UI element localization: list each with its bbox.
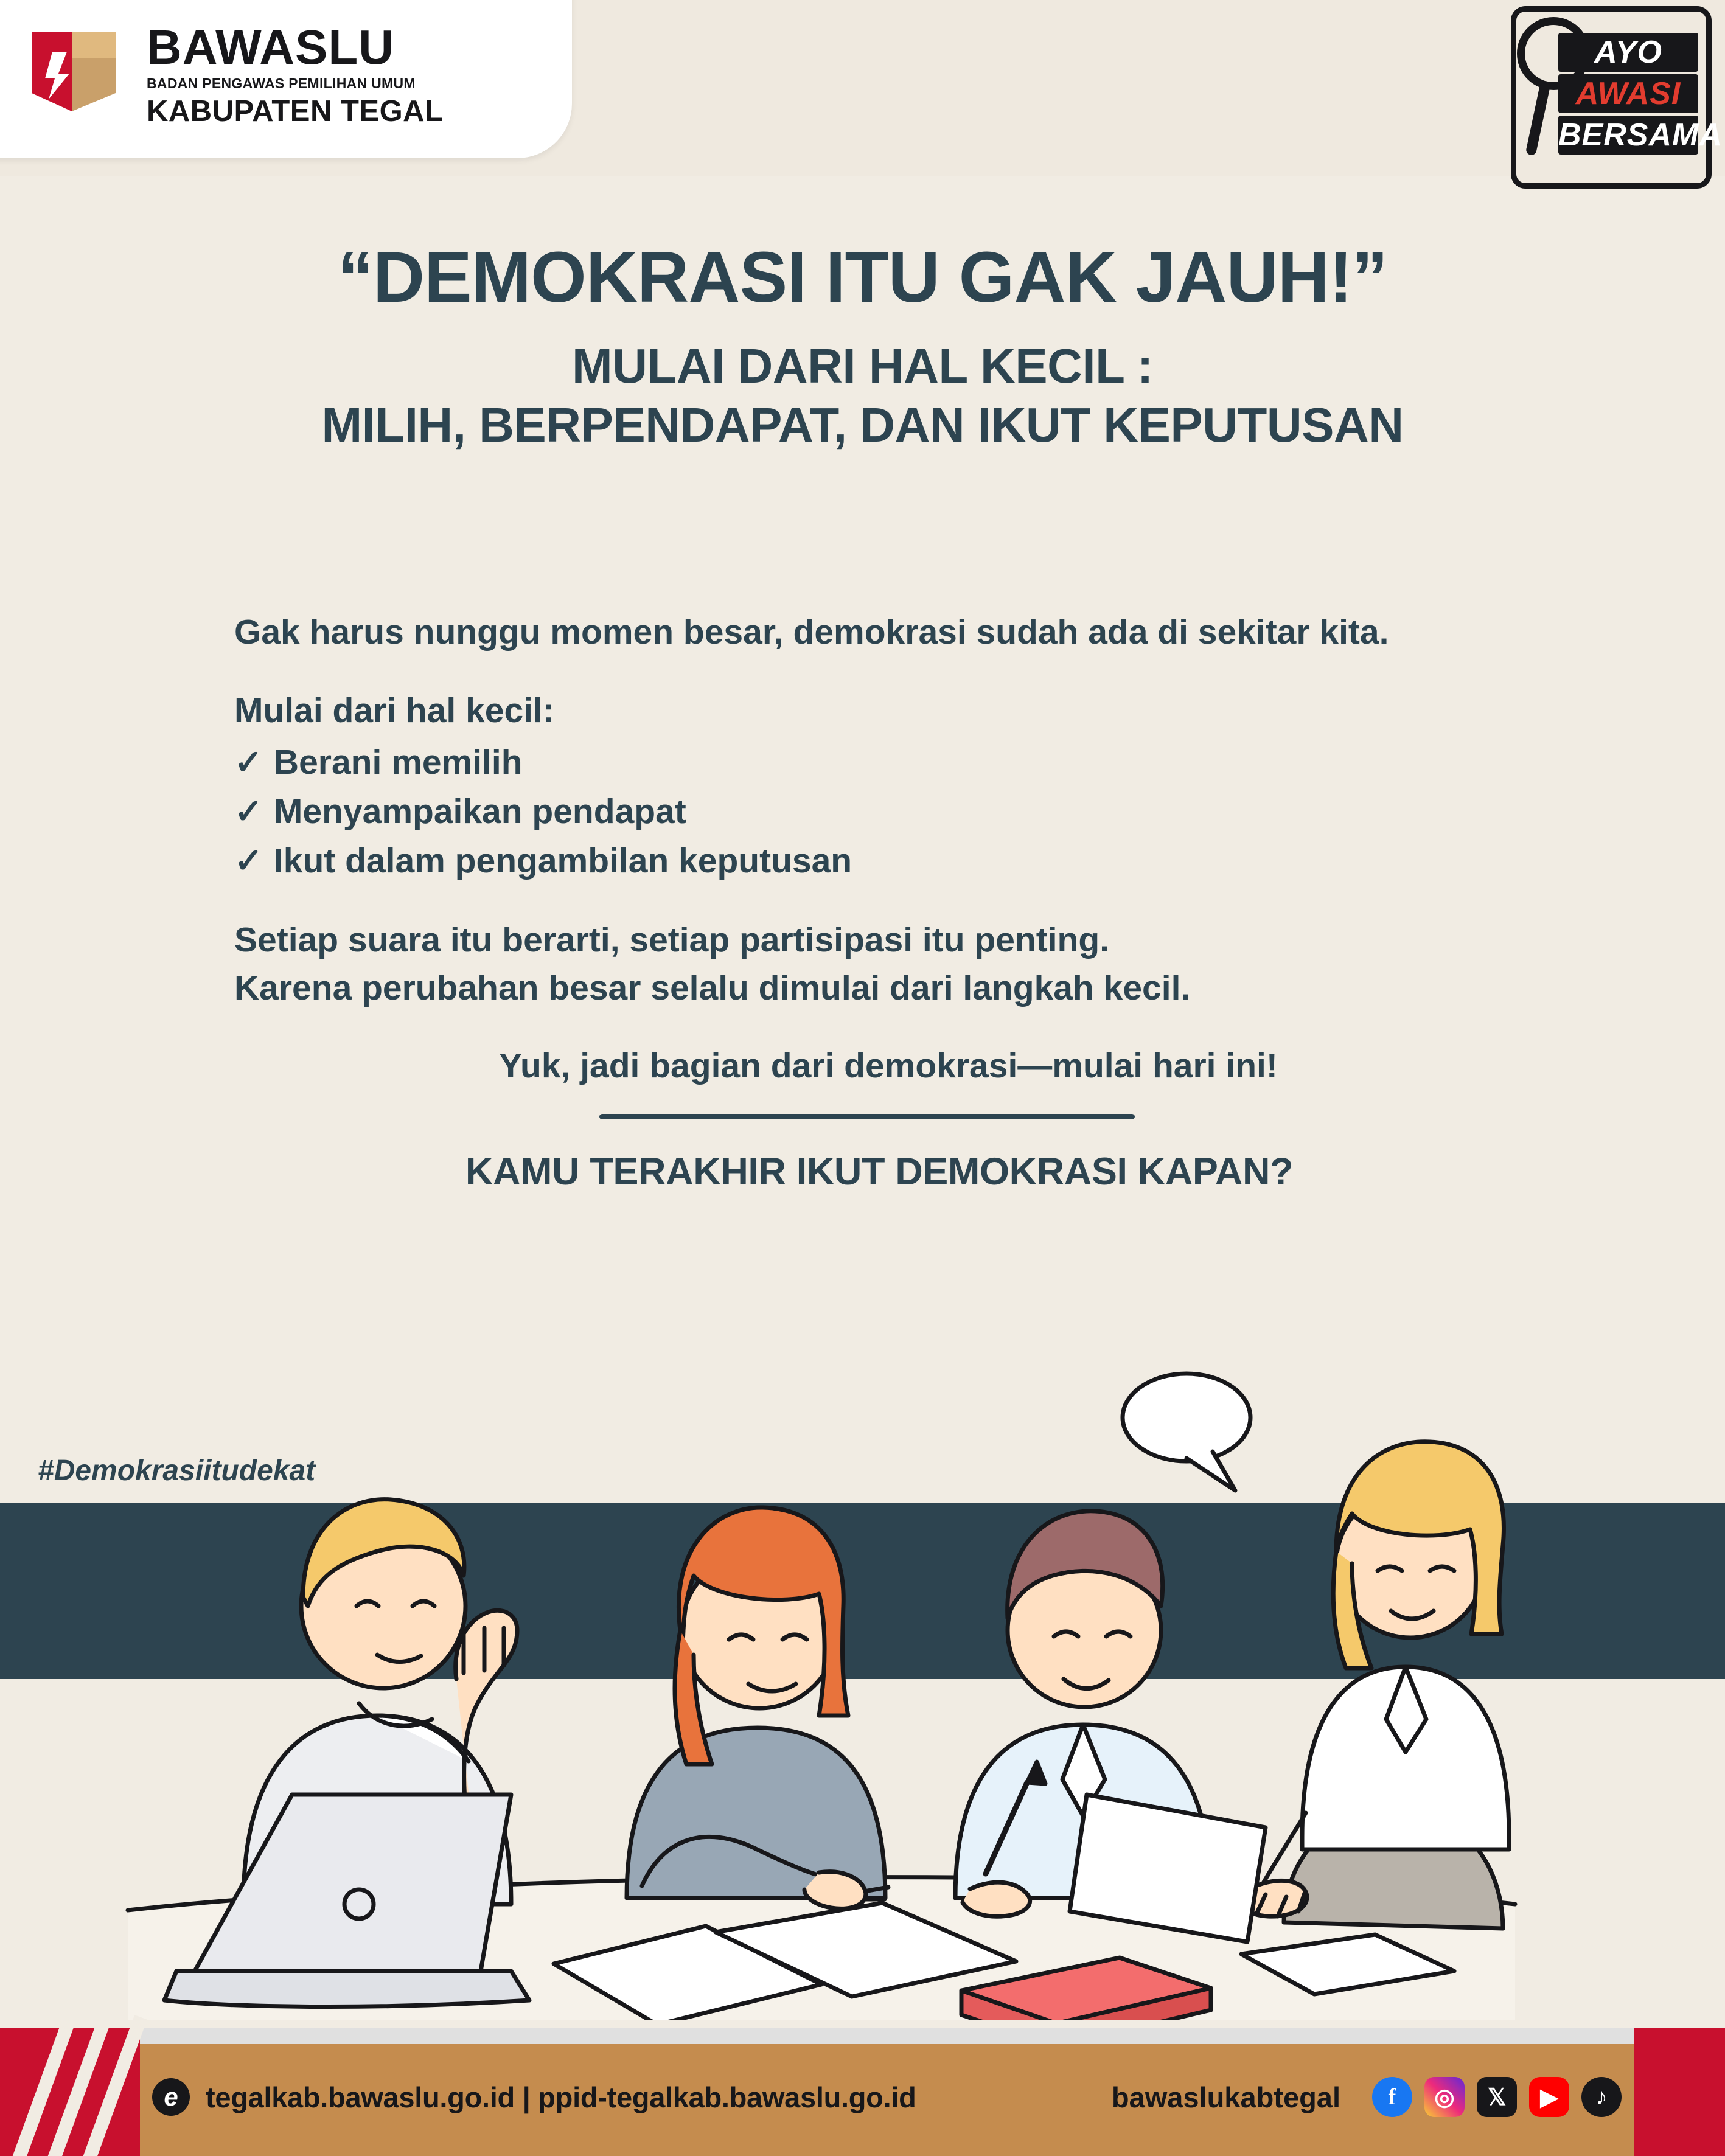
list-heading: Mulai dari hal kecil: bbox=[234, 690, 554, 730]
campaign-line-1: AYO bbox=[1558, 33, 1698, 72]
title-block bbox=[0, 237, 1725, 455]
closing-line-2: Karena perubahan besar selalu dimulai dari langkah kecil. bbox=[234, 968, 1191, 1007]
footer-slash bbox=[80, 2015, 147, 2156]
intro-paragraph: Gak harus nunggu momen besar, demokrasi sudah ada di sekitar kita. bbox=[234, 613, 1389, 652]
campaign-badge bbox=[1511, 6, 1723, 189]
list-item bbox=[234, 738, 1500, 787]
social-icons-row bbox=[1372, 2077, 1622, 2117]
call-to-action: Yuk, jadi bagian dari demokrasi—mulai hari ini! bbox=[499, 1046, 1278, 1086]
group-discussion-illustration bbox=[91, 1290, 1552, 2020]
logo-region: KABUPATEN TEGAL bbox=[147, 95, 444, 128]
logo-subtitle: BADAN PENGAWAS PEMILIHAN UMUM bbox=[147, 75, 416, 91]
footer-bar bbox=[0, 2028, 1725, 2156]
footer-social-handle: bawaslukabtegal bbox=[1111, 2081, 1340, 2113]
benefit-list bbox=[234, 738, 1500, 886]
page-subtitle-line-2: MILIH, BERPENDAPAT, DAN IKUT KEPUTUSAN bbox=[321, 398, 1404, 453]
footer-top-strip bbox=[0, 2028, 1725, 2044]
page-title: “DEMOKRASI ITU GAK JAUH!” bbox=[337, 237, 1388, 318]
list-item bbox=[234, 836, 1500, 886]
list-item-label: Berani memilih bbox=[273, 743, 523, 782]
youtube-icon[interactable]: ▶ bbox=[1529, 2077, 1569, 2117]
check-icon: ✓ bbox=[234, 743, 263, 782]
bawaslu-logo-icon bbox=[24, 20, 131, 127]
bawaslu-logo bbox=[24, 18, 444, 128]
page-subtitle bbox=[0, 336, 1725, 455]
closing-line-1: Setiap suara itu berarti, setiap partisipasi itu penting. bbox=[234, 920, 1109, 960]
x-twitter-icon[interactable]: 𝕏 bbox=[1477, 2077, 1517, 2117]
campaign-line-2: AWASI bbox=[1558, 74, 1698, 113]
list-item bbox=[234, 787, 1500, 836]
check-icon: ✓ bbox=[234, 841, 263, 880]
page-subtitle-line-1: MULAI DARI HAL KECIL : bbox=[572, 338, 1153, 393]
closing-question: KAMU TERAKHIR IKUT DEMOKRASI KAPAN? bbox=[465, 1150, 1294, 1194]
facebook-icon[interactable]: f bbox=[1372, 2077, 1412, 2117]
tiktok-icon[interactable]: ♪ bbox=[1581, 2077, 1622, 2117]
globe-icon: e bbox=[152, 2078, 190, 2116]
body-copy bbox=[234, 608, 1500, 1194]
instagram-icon[interactable]: ◎ bbox=[1424, 2077, 1465, 2117]
list-item-label: Menyampaikan pendapat bbox=[273, 792, 686, 832]
footer-right-accent bbox=[1634, 2028, 1725, 2156]
footer-left-accent bbox=[0, 2028, 140, 2156]
logo-title: BAWASLU bbox=[147, 20, 394, 74]
footer-content bbox=[152, 2051, 1622, 2143]
list-item-label: Ikut dalam pengambilan keputusan bbox=[273, 841, 852, 881]
hashtag-label: #Demokrasiitudekat bbox=[38, 1455, 316, 1487]
divider bbox=[599, 1114, 1135, 1119]
campaign-line-3: BERSAMA bbox=[1558, 116, 1698, 155]
check-icon: ✓ bbox=[234, 792, 263, 831]
footer-websites[interactable]: tegalkab.bawaslu.go.id | ppid-tegalkab.bawaslu.go.id bbox=[206, 2081, 916, 2113]
header-bar bbox=[0, 0, 1725, 176]
